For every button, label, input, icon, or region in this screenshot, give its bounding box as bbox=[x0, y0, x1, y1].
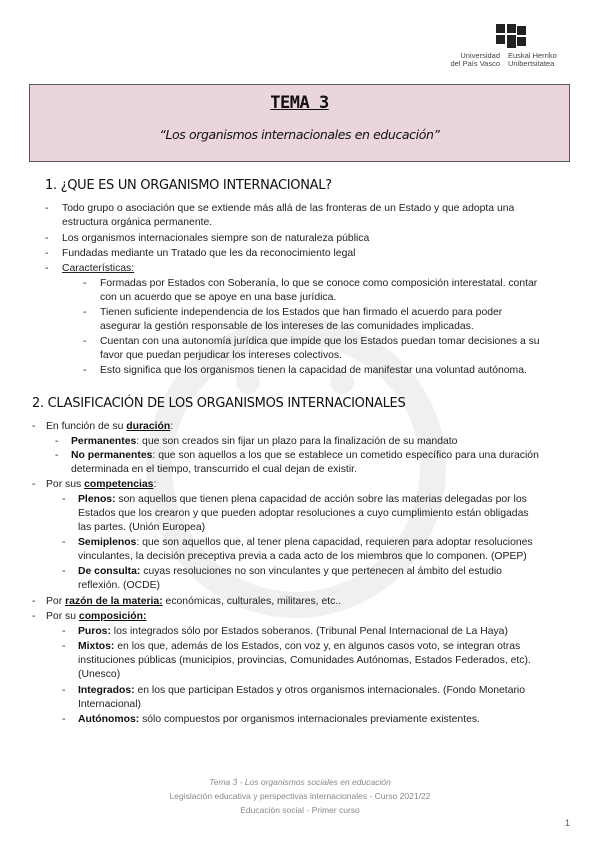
s2-c-mixtos-cont: instituciones públicas (municipios, provincias, Comunidades Autónomas, Estados Federados, etc). bbox=[78, 655, 531, 666]
page-title: TEMA 3 bbox=[270, 93, 329, 113]
s1-char-1: Formadas por Estados con Soberanía, lo que se conoce como composición interestatal. contar bbox=[100, 278, 538, 289]
s2-d-permanentes: Permanentes: que son creados sin fijar un plazo para la finalización de su mandato bbox=[71, 436, 458, 447]
s1-char-3: Cuentan con una autonomía jurídica que impide que los Estados puedan tomar decisiones a su bbox=[100, 336, 540, 347]
s1-char-1-cont: con un acuerdo que se apoye en una base jurídica. bbox=[100, 292, 337, 303]
s1-paragraph-1-cont: estructura orgánica permanente. bbox=[62, 217, 213, 228]
s2-c-autonomos: Autónomos: sólo compuestos por organismos internacionales previamente existentes. bbox=[78, 714, 480, 725]
footer-line-3: Educación social - Primer curso bbox=[240, 805, 360, 815]
s2-c-integrados: Integrados: en los que participan Estados y otros organismos internacionales. (Fondo Monetario bbox=[78, 685, 526, 696]
s2-c-mixtos: Mixtos: en los que, además de los Estados, con voz y, en algunos casos voto, se integran otras bbox=[78, 641, 521, 652]
s1-paragraph-2: Los organismos internacionales siempre son de naturaleza pública bbox=[62, 233, 370, 244]
s2-k-consulta-cont: reflexión. (OCDE) bbox=[78, 580, 160, 591]
s2-k-plenos: Plenos: son aquellos que tienen plena capacidad de acción sobre las materias delegadas por los bbox=[78, 494, 527, 505]
s2-k-consulta: De consulta: cuyas resoluciones no son vinculantes y que pertenecen al ámbito del estudio bbox=[78, 566, 502, 577]
s2-c-mixtos-cont2: (Unesco) bbox=[78, 669, 121, 680]
footer-line-1: Tema 3 - Los organismos sociales en educación bbox=[209, 777, 391, 787]
page-number: 1 bbox=[564, 818, 570, 828]
title-box bbox=[29, 84, 570, 162]
s1-char-4: Esto significa que los organismos tienen la capacidad de manifestar una voluntad autónoma. bbox=[100, 365, 527, 376]
logo-text-eu: Euskal Herriko Unibertsitatea bbox=[508, 51, 557, 68]
s2-materia: Por razón de la materia: económicas, culturales, militares, etc.. bbox=[46, 596, 342, 607]
s2-composicion-label: Por su composición: bbox=[46, 611, 147, 622]
s2-k-semiplenos-cont: vinculantes, la decisión preceptiva previa a cada acto de los miembros que lo componen. (OPEP) bbox=[78, 551, 527, 562]
s2-c-integrados-cont: Internacional) bbox=[78, 699, 141, 710]
section-2-heading: 2. CLASIFICACIÓN DE LOS ORGANISMOS INTERNACIONALES bbox=[32, 396, 406, 411]
s2-d-no-permanentes-cont: determinada en el tiempo, transcurrido el cual dejan de existir. bbox=[71, 464, 357, 475]
s2-competencias-label: Por sus competencias: bbox=[46, 479, 157, 490]
s1-char-2: Tienen suficiente independencia de los Estados que han firmado el acuerdo para poder bbox=[100, 307, 503, 318]
university-logo bbox=[444, 18, 562, 74]
s2-duration-label: En función de su duración: bbox=[46, 421, 174, 432]
s1-paragraph-1: Todo grupo o asociación que se extiende más allá de las fronteras de un Estado y que adopta una bbox=[62, 203, 515, 214]
s1-char-2-cont: asegurar la gestión responsable de los intereses de las comunidades implicadas. bbox=[100, 321, 474, 332]
s2-d-no-permanentes: No permanentes: que son aquellos a los que se establece un cometido específico para una duración bbox=[71, 450, 539, 461]
s2-k-semiplenos: Semiplenos: que son aquellos que, al tener plena capacidad, requieren para adoptar resoluciones bbox=[78, 537, 533, 548]
section-1-heading: 1. ¿QUE ES UN ORGANISMO INTERNACIONAL? bbox=[45, 178, 332, 193]
s2-k-plenos-cont2: las partes. (Unión Europea) bbox=[78, 522, 206, 533]
s1-char-3-cont: favor que puedan perjudicar los intereses colectivos. bbox=[100, 350, 343, 361]
logo-mark-icon bbox=[496, 24, 526, 50]
s2-c-puros: Puros: los integrados sólo por Estados soberanos. (Tribunal Penal Internacional de La Haya) bbox=[78, 626, 508, 637]
footer-line-2: Legislación educativa y perspectivas internacionales - Curso 2021/22 bbox=[169, 791, 431, 801]
s1-characteristics-label: Características: bbox=[62, 263, 135, 274]
logo-text-es: Universidad del País Vasco bbox=[450, 51, 500, 68]
s2-k-plenos-cont: Estados que los crearon y que pueden adoptar resoluciones a cuyo cumplimiento están obligadas bbox=[78, 508, 529, 519]
s1-paragraph-3: Fundadas mediante un Tratado que les da reconocimiento legal bbox=[62, 248, 356, 259]
page-subtitle: “Los organismos internacionales en educación” bbox=[159, 127, 440, 142]
